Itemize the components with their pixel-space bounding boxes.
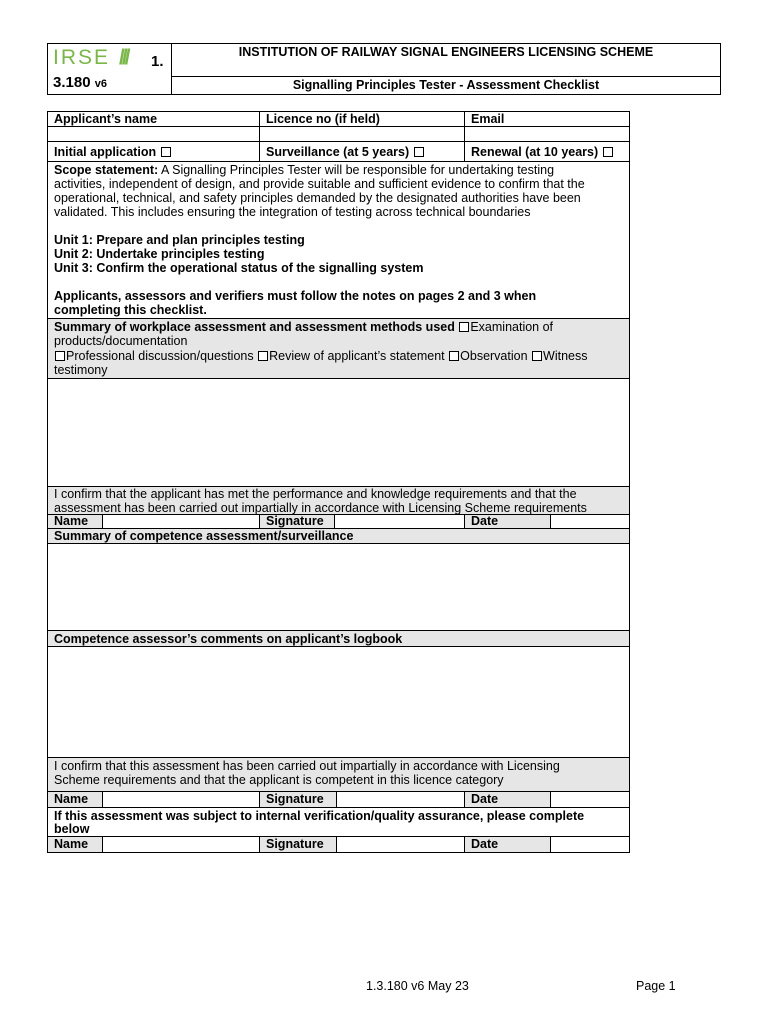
signature-row-1 <box>47 514 630 529</box>
document-subtitle: Signalling Principles Tester - Assessment Checklist <box>292 78 600 92</box>
unit-3: Unit 3: Confirm the operational status of the signalling system <box>54 261 424 275</box>
applicant-name-label: Applicant’s name <box>48 112 260 126</box>
signature-row-3 <box>47 836 630 853</box>
renewal-option[interactable]: Renewal (at 10 years) <box>465 142 629 161</box>
signature-label-3: Signature <box>260 837 337 852</box>
methods-heading: Summary of workplace assessment and assessment methods used <box>54 320 455 334</box>
document-title: INSTITUTION OF RAILWAY SIGNAL ENGINEERS LICENSING SCHEME <box>172 44 720 77</box>
methods-line-2: products/documentation <box>54 334 188 348</box>
doc-number-part2: 3.180 v6 <box>53 74 107 91</box>
date-label-3: Date <box>465 837 551 852</box>
name-field-3[interactable] <box>103 837 260 852</box>
competence-summary-field[interactable] <box>47 543 630 631</box>
logo-slashes: /// <box>119 46 128 69</box>
initial-application-checkbox[interactable] <box>161 147 171 157</box>
application-type-row <box>47 141 630 162</box>
signature-label-1: Signature <box>260 515 335 528</box>
name-label-1: Name <box>48 515 103 528</box>
scope-statement-section <box>47 161 630 319</box>
witness-checkbox[interactable] <box>532 351 542 361</box>
verification-row <box>47 807 630 837</box>
review-checkbox[interactable] <box>258 351 268 361</box>
logbook-heading-row <box>47 630 630 647</box>
confirm-2-line-1: I confirm that this assessment has been carried out impartially in accordance with Licensing <box>54 759 560 773</box>
logbook-comments-field[interactable] <box>47 646 630 758</box>
signature-field-1[interactable] <box>335 515 465 528</box>
signature-label-2: Signature <box>260 792 337 807</box>
observation-checkbox[interactable] <box>449 351 459 361</box>
scope-line-1: Scope statement: A Signalling Principles Tester will be responsible for undertaking testing <box>54 163 555 177</box>
assessment-methods-section <box>47 318 630 379</box>
verification-line-1: If this assessment was subject to internal verification/quality assurance, please complete <box>54 809 585 823</box>
name-label-2: Name <box>48 792 103 807</box>
signature-field-2[interactable] <box>337 792 465 807</box>
name-label-3: Name <box>48 837 103 852</box>
verification-line-2: below <box>54 822 90 836</box>
unit-1: Unit 1: Prepare and plan principles testing <box>54 233 305 247</box>
assessor-confirmation-2 <box>47 757 630 792</box>
unit-2: Unit 2: Undertake principles testing <box>54 247 265 261</box>
initial-application-option[interactable]: Initial application <box>48 142 260 161</box>
email-field[interactable] <box>465 127 629 141</box>
logbook-heading: Competence assessor’s comments on applicant’s logbook <box>54 632 403 646</box>
competence-heading: Summary of competence assessment/surveillance <box>54 529 354 543</box>
scope-label: Scope statement: <box>54 163 159 177</box>
applicant-inputs-row <box>47 126 630 142</box>
scope-line-2: activities, independent of design, and provide suitable and sufficient evidence to confirm that the <box>54 177 585 191</box>
assessor-confirmation-1 <box>47 486 630 515</box>
applicant-name-field[interactable] <box>48 127 260 141</box>
confirm-1-line-1: I confirm that the applicant has met the performance and knowledge requirements and that the <box>54 487 577 501</box>
applicant-labels-row <box>47 111 630 127</box>
methods-line-1: Summary of workplace assessment and assessment methods used Examination of <box>54 320 554 334</box>
examination-checkbox[interactable] <box>459 322 469 332</box>
document-header <box>47 43 721 95</box>
surveillance-checkbox[interactable] <box>414 147 424 157</box>
confirm-1-line-2: assessment has been carried out impartially in accordance with Licensing Scheme requirements <box>54 501 587 515</box>
date-field-1[interactable] <box>551 515 629 528</box>
doc-version: v6 <box>94 78 107 90</box>
methods-line-4: testimony <box>54 363 108 377</box>
page-number: Page 1 <box>636 979 676 993</box>
methods-line-3: Professional discussion/questions Review of applicant’s statement Observation Witness <box>54 349 623 363</box>
date-label-1: Date <box>465 515 551 528</box>
logo-text: IRSE <box>53 46 111 69</box>
surveillance-option[interactable]: Surveillance (at 5 years) <box>260 142 465 161</box>
doc-number-part1: 1. <box>151 53 164 70</box>
footer-reference: 1.3.180 v6 May 23 <box>366 979 469 993</box>
discussion-checkbox[interactable] <box>55 351 65 361</box>
name-field-1[interactable] <box>103 515 260 528</box>
date-label-2: Date <box>465 792 551 807</box>
signature-row-2 <box>47 791 630 808</box>
signature-field-3[interactable] <box>337 837 465 852</box>
name-field-2[interactable] <box>103 792 260 807</box>
scope-line-3: operational, technical, and safety principles demanded by the designated authorities have been <box>54 191 581 205</box>
date-field-2[interactable] <box>551 792 629 807</box>
date-field-3[interactable] <box>551 837 629 852</box>
competence-heading-row <box>47 528 630 544</box>
licence-no-field[interactable] <box>260 127 465 141</box>
notes-line-2: completing this checklist. <box>54 303 207 317</box>
renewal-checkbox[interactable] <box>603 147 613 157</box>
licence-no-label: Licence no (if held) <box>260 112 465 126</box>
confirm-2-line-2: Scheme requirements and that the applicant is competent in this licence category <box>54 773 504 787</box>
scope-line-4: validated. This includes ensuring the integration of testing across technical boundaries <box>54 205 531 219</box>
irse-logo <box>48 44 172 94</box>
notes-line-1: Applicants, assessors and verifiers must follow the notes on pages 2 and 3 when <box>54 289 537 303</box>
email-label: Email <box>471 112 505 126</box>
workplace-assessment-summary-field[interactable] <box>47 378 630 487</box>
